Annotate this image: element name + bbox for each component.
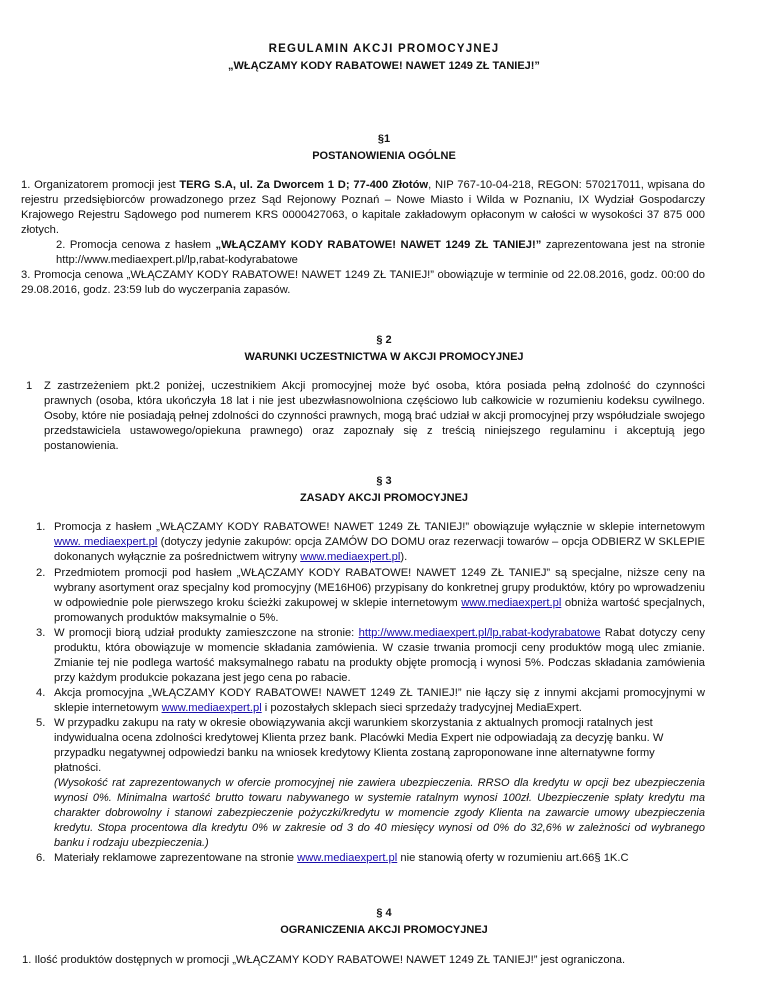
section-1-item-2: 2. Promocja cenowa z hasłem „WŁĄCZAMY KODY RABATOWE! NAWET 1249 ZŁ TANIEJ!” zaprezentowana jest na stronie http://www.mediaexpert.pl/lp,rabat-kodyrabatowe [56,239,706,266]
section-3-item-3: 3. W promocji biorą udział produkty zamieszczone na stronie: http://www.mediaexpert.pl/lp,rabat-kodyrabatowe Rabat dotyczy ceny produktu, która obowiązuje w momencie składania zamówienia. W czasie trwania promocji ceny produktów mogą ulec zmianie. Zmianie tej nie podlega wartość maksymalnego rabatu na produkty objęte promocją i wynosi 5%. Podczas składania zamówienia przy każdym produkcie pokazana jest jego cena po rabacie. [36,627,705,684]
item-number: 3. [21,269,31,281]
item-number: 2. [56,239,66,251]
mediaexpert-link[interactable]: www.mediaexpert.pl [300,551,401,563]
mediaexpert-link[interactable]: www.mediaexpert.pl [461,597,562,609]
item-number: 3. [36,627,46,639]
section-2-number: § 2 [376,334,392,346]
promotion-name: „WŁĄCZAMY KODY RABATOWE! NAWET 1249 ZŁ TANIEJ!” [228,60,540,72]
mediaexpert-link[interactable]: www.mediaexpert.pl [161,702,262,714]
item-number: 2. [36,567,46,579]
section-2-title: WARUNKI UCZESTNICTWA W AKCJI PROMOCYJNEJ [244,351,524,363]
section-1-number: §1 [377,133,391,145]
installment-note: (Wysokość rat zaprezentowanych w ofercie promocyjnej nie zawiera ubezpieczenia. RRSO dla kredytu w opcji bez ubezpieczenia wynosi 0%. Minimalna wartość brutto towaru nabywanego w systemie ratalnym wynosi 100zł. Ubezpieczenie spłaty kredytu ma charakter dobrowolny i stanowi zabezpieczenie pożyczki/kredytu w momencie zgody Klienta na zawarcie umowy ubezpieczenia kredytu. Stopa procentowa dla kredytu 0% w zakresie od 3 do 40 miesięcy wynosi od 0% do 32,6% w zależności od wybranego banku i rodzaju ubezpieczenia.) [54,777,705,849]
section-3-item-2: 2. Przedmiotem promocji pod hasłem „WŁĄCZAMY KODY RABATOWE! NAWET 1249 ZŁ TANIEJ” są specjalne, niższe ceny na wybrany asortyment oraz specjalny kod promocyjny (ME16H06) przypisany do konkretnej grupy produktów, który po wprowadzeniu w odpowiednie pole pierwszego kroku ścieżki zakupowej w sklepie internetowym www.mediaexpert.pl obniża wartość specjalnych, promowanych produktów maksymalnie o 5%. [36,567,705,624]
section-1-title: POSTANOWIENIA OGÓLNE [312,150,456,162]
section-1-item-3: 3. Promocja cenowa „WŁĄCZAMY KODY RABATOWE! NAWET 1249 ZŁ TANIEJ!” obowiązuje w terminie od 22.08.2016, godz. 00:00 do 29.08.2016, godz. 23:59 lub do wyczerpania zapasów. [21,269,706,296]
item-number: 5. [36,717,46,729]
organizer-name: TERG S.A, ul. Za Dworcem 1 D; 77-400 Złotów [179,179,429,191]
section-1-item-1: 1. Organizatorem promocji jest TERG S.A, ul. Za Dworcem 1 D; 77-400 Złotów, NIP 767-10-04-218, REGON: 570217011, wpisana do rejestru przedsiębiorców prowadzonego przez Sąd Rejonowy Poznań – Nowe Miasto i Wilda w Poznaniu, IX Wydział Gospodarczy Krajowego Rejestru Sądowego pod numerem KRS 0000427063, o kapitale zakładowym opłaconym w całości w wysokości 37 875 000 złotych. [21,179,705,236]
section-3-item-5: 5. W przypadku zakupu na raty w okresie obowiązywania akcji warunkiem skorzystania z aktualnych promocji ratalnych jest indywidualna ocena zdolności kredytowej Klienta przez bank. Placówki Media Expert nie odpowiadają za decyzję banku. W przypadku negatywnej odpowiedzi banku na wniosek kredytowy Klienta zostaną zaproponowane inne alternatywne formy płatności. (Wysokość rat zaprezentowanych w ofercie promocyjnej nie zawiera ubezpieczenia. RRSO dla kredytu w opcji bez ubezpieczenia wynosi 0%. Minimalna wartość brutto towaru nabywanego w systemie ratalnym wynosi 100zł. Ubezpieczenie spłaty kredytu ma charakter dobrowolny i stanowi zabezpieczenie pożyczki/kredytu w momencie zgody Klienta na zawarcie umowy ubezpieczenia kredytu. Stopa procentowa dla kredytu 0% w zakresie od 3 do 40 miesięcy wynosi od 0% do 32,6% w zależności od wybranego banku i rodzaju ubezpieczenia.) [36,717,705,849]
item-number: 1 [26,380,33,392]
promotion-page-link[interactable]: http://www.mediaexpert.pl/lp,rabat-kodyrabatowe [358,627,601,639]
mediaexpert-link[interactable]: www. mediaexpert.pl [54,536,158,548]
section-3-item-1: 1. Promocja z hasłem „WŁĄCZAMY KODY RABATOWE! NAWET 1249 ZŁ TANIEJ!” obowiązuje wyłącznie w sklepie internetowym www. mediaexpert.pl (dotyczy jedynie zakupów: opcja ZAMÓW DO DOMU oraz rezerwacji towarów – opcja ODBIERZ W SKLEPIE dokonanych wyłącznie za pośrednictwem witryny www.mediaexpert.pl). [36,521,705,563]
item-number: 1. [22,954,32,966]
promotion-slogan: „WŁĄCZAMY KODY RABATOWE! NAWET 1249 ZŁ TANIEJ!” [215,239,542,251]
section-4-number: § 4 [376,907,392,919]
section-3-list [10,520,705,866]
section-3-item-4: 4. Akcja promocyjna „WŁĄCZAMY KODY RABATOWE! NAWET 1249 ZŁ TANIEJ!” nie łączy się z innymi akcjami promocyjnymi w sklepie internetowym www.mediaexpert.pl i pozostałych sklepach sieci sprzedaży tradycyjnej MediaExpert. [36,687,705,714]
section-4-title: OGRANICZENIA AKCJI PROMOCYJNEJ [280,924,488,936]
section-3-item-6: 6. Materiały reklamowe zaprezentowane na stronie www.mediaexpert.pl nie stanowią oferty w rozumieniu art.66§ 1K.C [36,852,629,864]
mediaexpert-link[interactable]: www.mediaexpert.pl [297,852,398,864]
section-3-title: ZASADY AKCJI PROMOCYJNEJ [299,492,469,504]
item-number: 1. [36,521,46,533]
section-4-item-1: 1. Ilość produktów dostępnych w promocji „WŁĄCZAMY KODY RABATOWE! NAWET 1249 ZŁ TANIEJ!” jest ograniczona. [22,954,626,966]
document-title: REGULAMIN AKCJI PROMOCYJNEJ [268,43,500,55]
item-number: 6. [36,852,46,864]
section-3-number: § 3 [376,475,392,487]
section-2-item-1: 1 Z zastrzeżeniem pkt.2 poniżej, uczestnikiem Akcji promocyjnej może być osoba, która posiada pełną zdolność do czynności prawnych (osoba, która ukończyła 18 lat i nie jest ubezwłasnowolniona częściowo lub całkowicie w rozumieniu kodeksu cywilnego. Osoby, które nie posiadają pełnej zdolności do czynności prawnych, mogą brać udział w akcji promocyjnej przy współudziale swojego przedstawiciela ustawowego/opiekuna prawnego) oraz zapoznały się z treścią niniejszego regulaminu i akceptują jego postanowienia. [26,380,705,452]
item-number: 4. [36,687,46,699]
item-number: 1. [21,179,31,191]
